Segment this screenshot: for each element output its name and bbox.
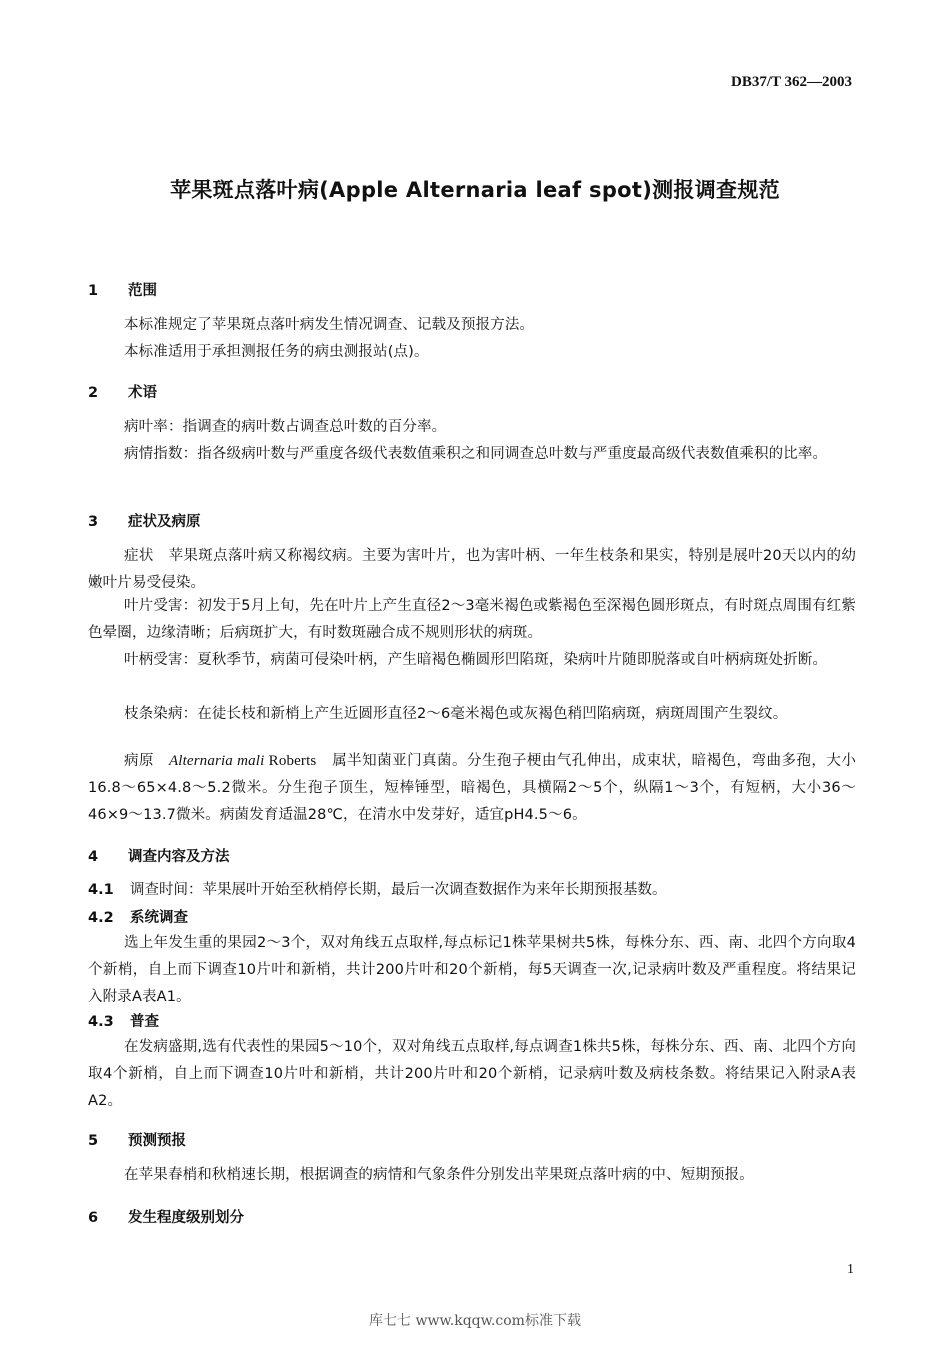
paragraph: 病叶率：指调查的病叶数占调查总叶数的百分率。 (124, 419, 447, 435)
subsection-4-2-heading (88, 906, 188, 927)
section-title: 预测预报 (128, 1133, 186, 1149)
paragraph: 症状 苹果斑点落叶病又称褐纹病。主要为害叶片，也为害叶柄、一年生枝条和果实，特别是展叶20天以内的幼嫩叶片易受侵染。 (88, 548, 856, 591)
section-2-heading (88, 381, 157, 402)
section-number: 4.2 (88, 910, 114, 926)
lead-label: 病原 (124, 753, 169, 769)
section-title: 发生程度级别划分 (128, 1210, 244, 1226)
section-number: 4.3 (88, 1014, 114, 1030)
paragraph: 本标准适用于承担测报任务的病虫测报站(点)。 (124, 344, 429, 360)
section-4-heading (88, 845, 230, 866)
section-title: 术语 (128, 385, 157, 401)
section-title: 普查 (130, 1014, 159, 1030)
paragraph-text: 属半知菌亚门真菌。分生孢子梗由气孔伸出，成束状，暗褐色，弯曲多孢，大小16.8～65×4.8～5.2微米。分生孢子顶生，短棒锤型，暗褐色，具横隔2～5个，纵隔1～3个，有短柄，大小36～46×9～13.7微米。病菌发育适温28℃，在清水中发芽好，适宜pH4.5～6。 (88, 753, 857, 823)
section-title: 范围 (128, 283, 157, 299)
paragraph: 叶柄受害：夏秋季节，病菌可侵染叶柄，产生暗褐色椭圆形凹陷斑，染病叶片随即脱落或自叶柄病斑处折断。 (124, 652, 828, 668)
page-number: 1 (847, 1262, 854, 1277)
paragraph: 在苹果春梢和秋梢速长期，根据调查的病情和气象条件分别发出苹果斑点落叶病的中、短期预报。 (124, 1167, 754, 1183)
section-number: 5 (88, 1133, 99, 1149)
section-title: 系统调查 (130, 910, 188, 926)
section-number: 1 (88, 283, 99, 299)
footer-watermark: 库七七 www.kqqw.com标准下载 (369, 1313, 581, 1329)
section-number: 2 (88, 385, 99, 401)
paragraph: 叶片受害：初发于5月上旬，先在叶片上产生直径2～3毫米褐色或紫褐色至深褐色圆形斑点，有时斑点周围有红紫色晕圈，边缘清晰；后病斑扩大，有时数斑融合成不规则形状的病斑。 (88, 598, 856, 641)
paragraph-pathogen (88, 748, 856, 829)
document-code: DB37/T 362—2003 (731, 74, 852, 90)
latin-name: Alternaria mali (168, 753, 265, 769)
section-title: 调查内容及方法 (128, 849, 230, 865)
paragraph: 本标准规定了苹果斑点落叶病发生情况调查、记载及预报方法。 (124, 317, 535, 333)
section-number: 4 (88, 849, 99, 865)
subsection-4-3-heading (88, 1010, 159, 1031)
paragraph: 在发病盛期,选有代表性的果园5～10个，双对角线五点取样,每点调查1株共5株，每株分东、西、南、北四个方向取4个新梢，自上而下调查10片叶和新梢，共计200片叶和20个新梢，记录病叶数及病枝条数。将结果记入附录A表A2。 (88, 1039, 856, 1109)
section-1-heading (88, 279, 157, 300)
subsection-text: 调查时间：苹果展叶开始至秋梢停长期，最后一次调查数据作为来年长期预报基数。 (130, 882, 667, 898)
author-name: Roberts (264, 753, 333, 769)
section-number: 6 (88, 1210, 99, 1226)
section-title: 症状及病原 (128, 514, 201, 530)
section-6-heading (88, 1206, 244, 1227)
subsection-4-1 (88, 878, 667, 899)
section-5-heading (88, 1129, 186, 1150)
paragraph: 选上年发生重的果园2～3个，双对角线五点取样,每点标记1株苹果树共5株，每株分东、西、南、北四个方向取4个新梢，自上而下调查10片叶和新梢，共计200片叶和20个新梢，每5天调查一次,记录病叶数及严重程度。将结果记入附录A表A1。 (88, 935, 856, 1005)
section-number: 4.1 (88, 882, 114, 898)
paragraph: 枝条染病：在徒长枝和新梢上产生近圆形直径2～6毫米褐色或灰褐色稍凹陷病斑，病斑周围产生裂纹。 (124, 706, 788, 722)
section-3-heading (88, 510, 201, 531)
paragraph: 病情指数：指各级病叶数与严重度各级代表数值乘积之和同调查总叶数与严重度最高级代表数值乘积的比率。 (124, 446, 828, 462)
section-number: 3 (88, 514, 99, 530)
document-title: 苹果斑点落叶病(Apple Alternaria leaf spot)测报调查规范 (170, 178, 780, 202)
